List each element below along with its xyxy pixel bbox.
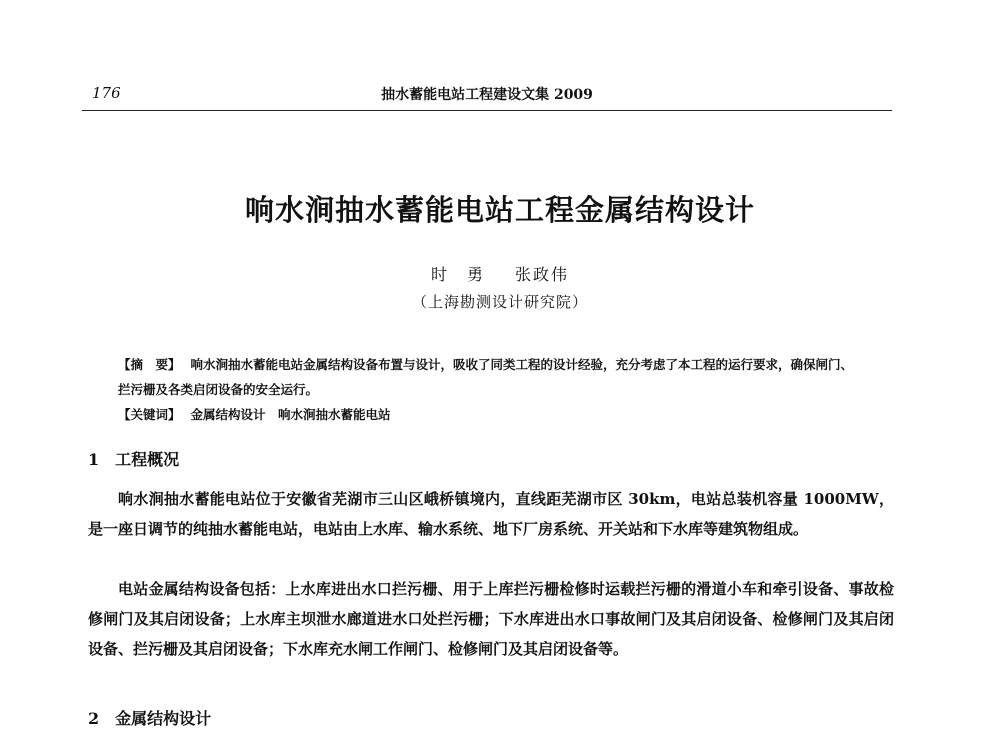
article-title: 响水涧抽水蓄能电站工程金属结构设计: [244, 193, 755, 227]
paragraph-text: 电站金属结构设备包括：上水库进出水口拦污栅、用于上库拦污栅检修时运载拦污栅的滑道小车和牵引设备、事故检修闸门及其启闭设备；上水库主坝泄水廊道进水口处拦污栅；下水库进出水口事故闸门及其启闭设备、检修闸门及其启闭设备、拦污栅及其启闭设备；下水库充水闸工作闸门、检修闸门及其启闭设备等。: [88, 580, 894, 658]
body-paragraph: [88, 484, 894, 544]
section-heading: [88, 706, 211, 729]
abstract-block: [118, 352, 863, 427]
keywords: [118, 402, 863, 427]
keywords-label: 【关键词】: [118, 407, 181, 422]
running-header: [82, 84, 892, 110]
keywords-text: 金属结构设计 响水涧抽水蓄能电站: [190, 407, 391, 422]
abstract: [118, 352, 863, 402]
section-number: 1: [88, 450, 100, 469]
body-paragraph: [88, 574, 894, 664]
page-number: 176: [92, 84, 121, 102]
abstract-label: 【摘 要】: [118, 357, 181, 372]
affiliation: （上海勘测设计研究院）: [411, 293, 588, 311]
abstract-text: 响水涧抽水蓄能电站金属结构设备布置与设计，吸收了同类工程的设计经验，充分考虑了本工程的运行要求，确保闸门、拦污栅及各类启闭设备的安全运行。: [118, 357, 854, 397]
author-name: 张政伟: [515, 265, 570, 284]
section-number: 2: [88, 709, 100, 728]
journal-title: 抽水蓄能电站工程建设文集 2009: [381, 87, 593, 103]
header-rule: [82, 110, 892, 111]
section-heading: [88, 447, 179, 470]
author-list: [0, 262, 1000, 285]
section-title: 金属结构设计: [115, 709, 212, 728]
paragraph-text: 响水涧抽水蓄能电站位于安徽省芜湖市三山区峨桥镇境内，直线距芜湖市区 30km，电站总装机容量 1000MW，是一座日调节的纯抽水蓄能电站，电站由上水库、输水系统、地下厂房系统、开关站和下水库等建筑物组成。: [88, 490, 894, 538]
section-title: 工程概况: [115, 450, 180, 469]
author-name: 时 勇: [430, 265, 485, 284]
